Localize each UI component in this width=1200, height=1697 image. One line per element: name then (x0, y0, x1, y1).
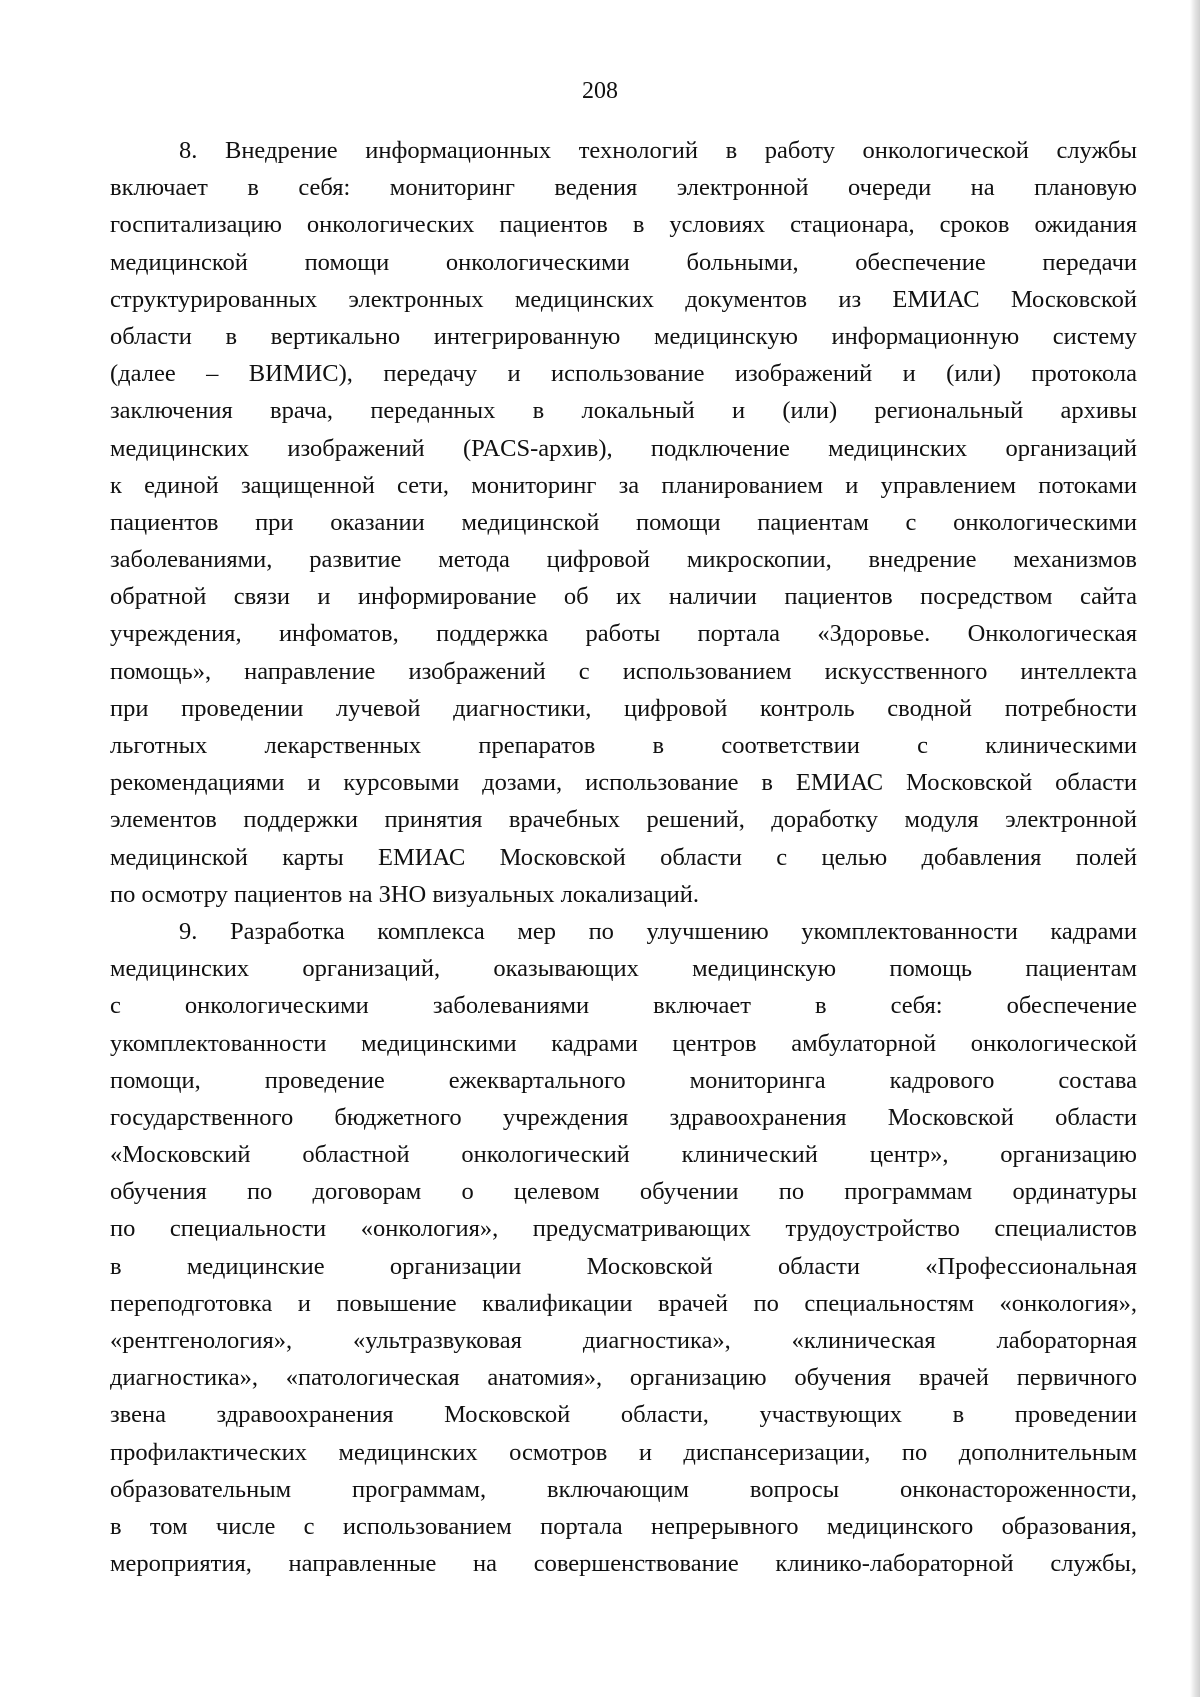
text-line: государственного бюджетного учреждения здравоохранения Московской области (110, 1103, 1137, 1131)
text-line: в том числе с использованием портала непрерывного медицинского образования, (110, 1512, 1137, 1540)
text-line: по осмотру пациентов на ЗНО визуальных локализаций. (110, 880, 700, 908)
text-line: профилактических медицинских осмотров и диспансеризации, по дополнительным (110, 1438, 1137, 1466)
text-line: льготных лекарственных препаратов в соответствии с клиническими (110, 732, 1137, 759)
text-line: учреждения, инфоматов, поддержка работы портала «Здоровье. Онкологическая (110, 620, 1137, 648)
text-line: медицинских организаций, оказывающих медицинскую помощь пациентам (110, 955, 1137, 983)
text-line: «рентгенология», «ультразвуковая диагностика», «клиническая лабораторная (110, 1327, 1137, 1354)
text-line: помощь», направление изображений с использованием искусственного интеллекта (110, 657, 1137, 685)
text-line: 8. Внедрение информационных технологий в работу онкологической службы (179, 137, 1137, 164)
text-line: по специальности «онкология», предусматривающих трудоустройство специалистов (110, 1215, 1137, 1243)
text-line: «Московский областной онкологический клинический центр», организацию (110, 1141, 1137, 1169)
text-line: госпитализацию онкологических пациентов в условиях стационара, сроков ожидания (110, 211, 1137, 239)
paragraph-8 (110, 132, 1137, 913)
text-line: рекомендациями и курсовыми дозами, использование в ЕМИАС Московской области (110, 769, 1137, 797)
document-body (110, 132, 1137, 1582)
text-line: образовательным программам, включающим вопросы онконастороженности, (110, 1475, 1137, 1503)
text-line: помощи, проведение ежеквартального мониторинга кадрового состава (110, 1066, 1137, 1094)
text-line: области в вертикально интегрированную медицинскую информационную систему (110, 322, 1137, 350)
text-line: переподготовка и повышение квалификации врачей по специальностям «онкология», (110, 1289, 1137, 1317)
text-line: звена здравоохранения Московской области, участвующих в проведении (110, 1401, 1137, 1429)
text-line: к единой защищенной сети, мониторинг за планированием и управлением потоками (110, 471, 1137, 499)
text-line: медицинской карты ЕМИАС Московской области с целью добавления полей (110, 843, 1137, 871)
text-line: диагностика», «патологическая анатомия», организацию обучения врачей первичного (110, 1364, 1137, 1392)
text-line: (далее – ВИМИС), передачу и использование изображений и (или) протокола (110, 360, 1137, 388)
text-line: с онкологическими заболеваниями включает в себя: обеспечение (110, 992, 1137, 1020)
text-line: пациентов при оказании медицинской помощи пациентам с онкологическими (110, 508, 1137, 536)
text-line: обратной связи и информирование об их наличии пациентов посредством сайта (110, 583, 1137, 611)
text-line: заболеваниями, развитие метода цифровой микроскопии, внедрение механизмов (110, 546, 1137, 574)
text-line: медицинских изображений (PACS-архив), подключение медицинских организаций (110, 434, 1137, 462)
paragraph-9 (110, 913, 1137, 1582)
text-line: укомплектованности медицинскими кадрами центров амбулаторной онкологической (110, 1029, 1137, 1057)
text-line: структурированных электронных медицинских документов из ЕМИАС Московской (110, 285, 1137, 313)
text-line: при проведении лучевой диагностики, цифровой контроль сводной потребности (110, 694, 1137, 722)
text-line: мероприятия, направленные на совершенствование клинико-лабораторной службы, (110, 1550, 1137, 1578)
text-line: медицинской помощи онкологическими больными, обеспечение передачи (110, 248, 1137, 276)
text-line: элементов поддержки принятия врачебных решений, доработку модуля электронной (110, 806, 1137, 834)
page-number: 208 (582, 78, 618, 104)
text-line: в медицинские организации Московской области «Профессиональная (110, 1252, 1137, 1280)
text-line: заключения врача, переданных в локальный и (или) региональный архивы (110, 397, 1137, 425)
text-line: обучения по договорам о целевом обучении по программам ординатуры (110, 1178, 1137, 1206)
text-line: 9. Разработка комплекса мер по улучшению укомплектованности кадрами (179, 917, 1137, 945)
scan-edge-shadow (1190, 0, 1200, 1697)
text-line: включает в себя: мониторинг ведения электронной очереди на плановую (110, 174, 1137, 202)
